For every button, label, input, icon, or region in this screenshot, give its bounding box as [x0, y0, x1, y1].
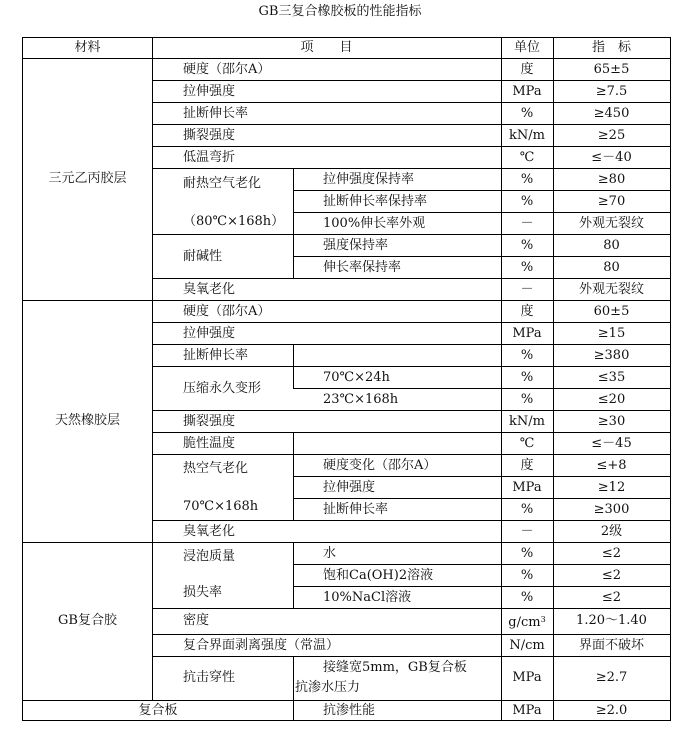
- item-label: 拉伸强度: [323, 480, 376, 495]
- item-label: 硬度变化（邵尔A）: [323, 458, 437, 473]
- item-label: 拉伸强度: [183, 326, 236, 341]
- properties-table: [22, 37, 671, 721]
- item-label: 臭氧老化: [183, 524, 236, 539]
- spec-cell: 外观无裂纹: [578, 216, 644, 231]
- material-gb: GB复合胶: [58, 613, 117, 628]
- unit-cell: 度: [520, 458, 534, 473]
- spec-cell: 65±5: [593, 62, 630, 77]
- spec-cell: ≤20: [597, 392, 626, 407]
- item-sublabel: 接缝宽5mm，GB复合板: [323, 660, 467, 675]
- unit-cell: 度: [520, 304, 534, 319]
- spec-cell: ≤－45: [591, 436, 632, 451]
- spec-cell: 外观无裂纹: [578, 282, 644, 297]
- row-divider: [152, 366, 670, 367]
- spec-cell: 60±5: [593, 304, 630, 319]
- item-label: 低温弯折: [183, 150, 236, 165]
- item-label: 硬度（邵尔A）: [183, 304, 271, 319]
- row-divider: [152, 234, 670, 235]
- item-label: 拉伸强度保持率: [323, 172, 415, 187]
- item-label: 强度保持率: [323, 238, 389, 253]
- unit-cell: MPa: [512, 326, 542, 341]
- group-label: 浸泡质量: [183, 549, 236, 564]
- row-divider: [152, 168, 670, 169]
- unit-cell: ℃: [519, 436, 535, 451]
- row-divider: [293, 256, 670, 257]
- unit-superscript: 3: [540, 615, 546, 624]
- unit-cell: －: [520, 524, 534, 539]
- group-label: 压缩永久变形: [183, 381, 262, 396]
- unit-cell: kN/m: [509, 128, 545, 143]
- item-label: 10%NaCl溶液: [323, 590, 412, 605]
- item-label: 硬度（邵尔A）: [183, 62, 271, 77]
- row-divider: [152, 278, 670, 279]
- item-label: 扯断伸长率: [183, 106, 249, 121]
- item-label: 拉伸强度: [183, 84, 236, 99]
- unit-cell: %: [520, 392, 534, 407]
- unit-cell: %: [520, 172, 534, 187]
- item-label: 抗渗性能: [323, 703, 376, 718]
- spec-cell: 2级: [600, 524, 623, 539]
- spec-cell: 80: [603, 238, 620, 253]
- row-divider: [293, 190, 670, 191]
- spec-cell: ≥7.5: [595, 84, 628, 99]
- col-divider: [293, 168, 294, 278]
- spec-cell: ≤2: [601, 590, 622, 605]
- unit-cell: %: [520, 194, 534, 209]
- unit-cell: %: [520, 546, 534, 561]
- item-sublabel: 抗渗水压力: [295, 680, 361, 695]
- item-label: 复合界面剥离强度（常温）: [183, 638, 340, 653]
- item-label: 水: [323, 546, 337, 561]
- row-divider: [152, 410, 670, 411]
- spec-cell: 80: [603, 260, 620, 275]
- unit-cell: [501, 615, 553, 631]
- unit-cell: N/cm: [509, 638, 545, 653]
- row-divider: [293, 564, 670, 565]
- item-label: 扯断伸长率保持率: [323, 194, 428, 209]
- header-unit: 单位: [513, 40, 540, 55]
- unit-cell: %: [520, 348, 534, 363]
- spec-cell: ≥12: [597, 480, 626, 495]
- unit-cell: MPa: [512, 703, 542, 718]
- unit-cell: －: [520, 216, 534, 231]
- row-divider: [152, 322, 670, 323]
- unit-cell: %: [520, 260, 534, 275]
- spec-cell: 界面不破坏: [578, 638, 644, 653]
- unit-text: g/cm: [508, 615, 541, 630]
- section-divider: [23, 700, 670, 701]
- item-label: 密度: [183, 613, 210, 628]
- unit-cell: MPa: [512, 480, 542, 495]
- spec-cell: ≥25: [597, 128, 626, 143]
- row-divider: [152, 102, 670, 103]
- group-label: 耐碱性: [183, 249, 223, 264]
- col-divider: [293, 344, 294, 388]
- row-divider: [293, 498, 670, 499]
- row-divider: [152, 344, 670, 345]
- item-label: 撕裂强度: [183, 414, 236, 429]
- page-title: GB三复合橡胶板的性能指标: [258, 4, 422, 19]
- spec-cell: ≤35: [597, 370, 626, 385]
- spec-cell: ≤+8: [596, 458, 627, 473]
- spec-cell: ≥70: [597, 194, 626, 209]
- header-divider: [23, 58, 670, 59]
- header-item: 项 目: [300, 40, 353, 55]
- section-divider: [23, 300, 670, 301]
- spec-cell: ≤－40: [591, 150, 632, 165]
- unit-cell: kN/m: [509, 414, 545, 429]
- spec-cell: ≤2: [601, 546, 622, 561]
- item-label: 23℃×168h: [323, 392, 399, 407]
- spec-cell: ≥30: [597, 414, 626, 429]
- unit-cell: －: [520, 282, 534, 297]
- row-divider: [293, 212, 670, 213]
- item-label: 饱和Ca(OH)2溶液: [323, 568, 434, 583]
- spec-cell: ≥300: [593, 502, 630, 517]
- spec-cell: ≥80: [597, 172, 626, 187]
- unit-cell: 度: [520, 62, 534, 77]
- spec-cell: ≥2.0: [595, 703, 628, 718]
- unit-cell: %: [520, 568, 534, 583]
- row-divider: [152, 608, 670, 609]
- unit-cell: ℃: [519, 150, 535, 165]
- material-natural-rubber: 天然橡胶层: [54, 413, 120, 428]
- col-divider: [293, 656, 294, 720]
- group-label: 耐热空气老化: [183, 176, 262, 191]
- item-label: 70℃×24h: [323, 370, 390, 385]
- row-divider: [152, 520, 670, 521]
- unit-cell: MPa: [512, 84, 542, 99]
- col-divider: [152, 38, 153, 700]
- item-label: 扯断伸长率: [183, 348, 249, 363]
- item-label: 臭氧老化: [183, 282, 236, 297]
- item-label: 脆性温度: [183, 436, 236, 451]
- unit-cell: %: [520, 238, 534, 253]
- row-divider: [152, 432, 670, 433]
- row-divider: [152, 656, 670, 657]
- unit-cell: %: [520, 502, 534, 517]
- col-divider: [293, 542, 294, 608]
- group-label: 损失率: [183, 585, 223, 600]
- group-condition: 70℃×168h: [183, 499, 259, 514]
- group-label: 热空气老化: [183, 461, 249, 476]
- spec-cell: ≥2.7: [595, 670, 628, 685]
- item-label: 100%伸长率外观: [323, 216, 426, 231]
- item-label: 撕裂强度: [183, 128, 236, 143]
- spec-cell: ≥450: [593, 106, 630, 121]
- spec-cell: ≥15: [597, 326, 626, 341]
- item-label: 伸长率保持率: [323, 260, 402, 275]
- row-divider: [293, 388, 670, 389]
- row-divider: [152, 454, 670, 455]
- unit-cell: %: [520, 106, 534, 121]
- row-divider: [152, 124, 670, 125]
- spec-cell: ≥380: [593, 348, 630, 363]
- header-material: 材料: [74, 40, 101, 55]
- row-divider: [293, 476, 670, 477]
- group-condition: （80℃×168h）: [183, 214, 285, 229]
- unit-cell: %: [520, 370, 534, 385]
- item-label: 扯断伸长率: [323, 502, 389, 517]
- spec-cell: ≤2: [601, 568, 622, 583]
- material-composite: 复合板: [138, 703, 178, 718]
- header-spec: 指 标: [591, 40, 631, 55]
- row-divider: [293, 586, 670, 587]
- row-divider: [152, 146, 670, 147]
- row-divider: [152, 80, 670, 81]
- row-divider: [152, 634, 670, 635]
- item-label: 抗击穿性: [183, 670, 236, 685]
- spec-cell: 1.20～1.40: [576, 613, 647, 628]
- material-epdm: 三元乙丙胶层: [48, 171, 127, 186]
- col-divider: [293, 432, 294, 520]
- section-divider: [23, 542, 670, 543]
- unit-cell: MPa: [512, 670, 542, 685]
- unit-cell: %: [520, 590, 534, 605]
